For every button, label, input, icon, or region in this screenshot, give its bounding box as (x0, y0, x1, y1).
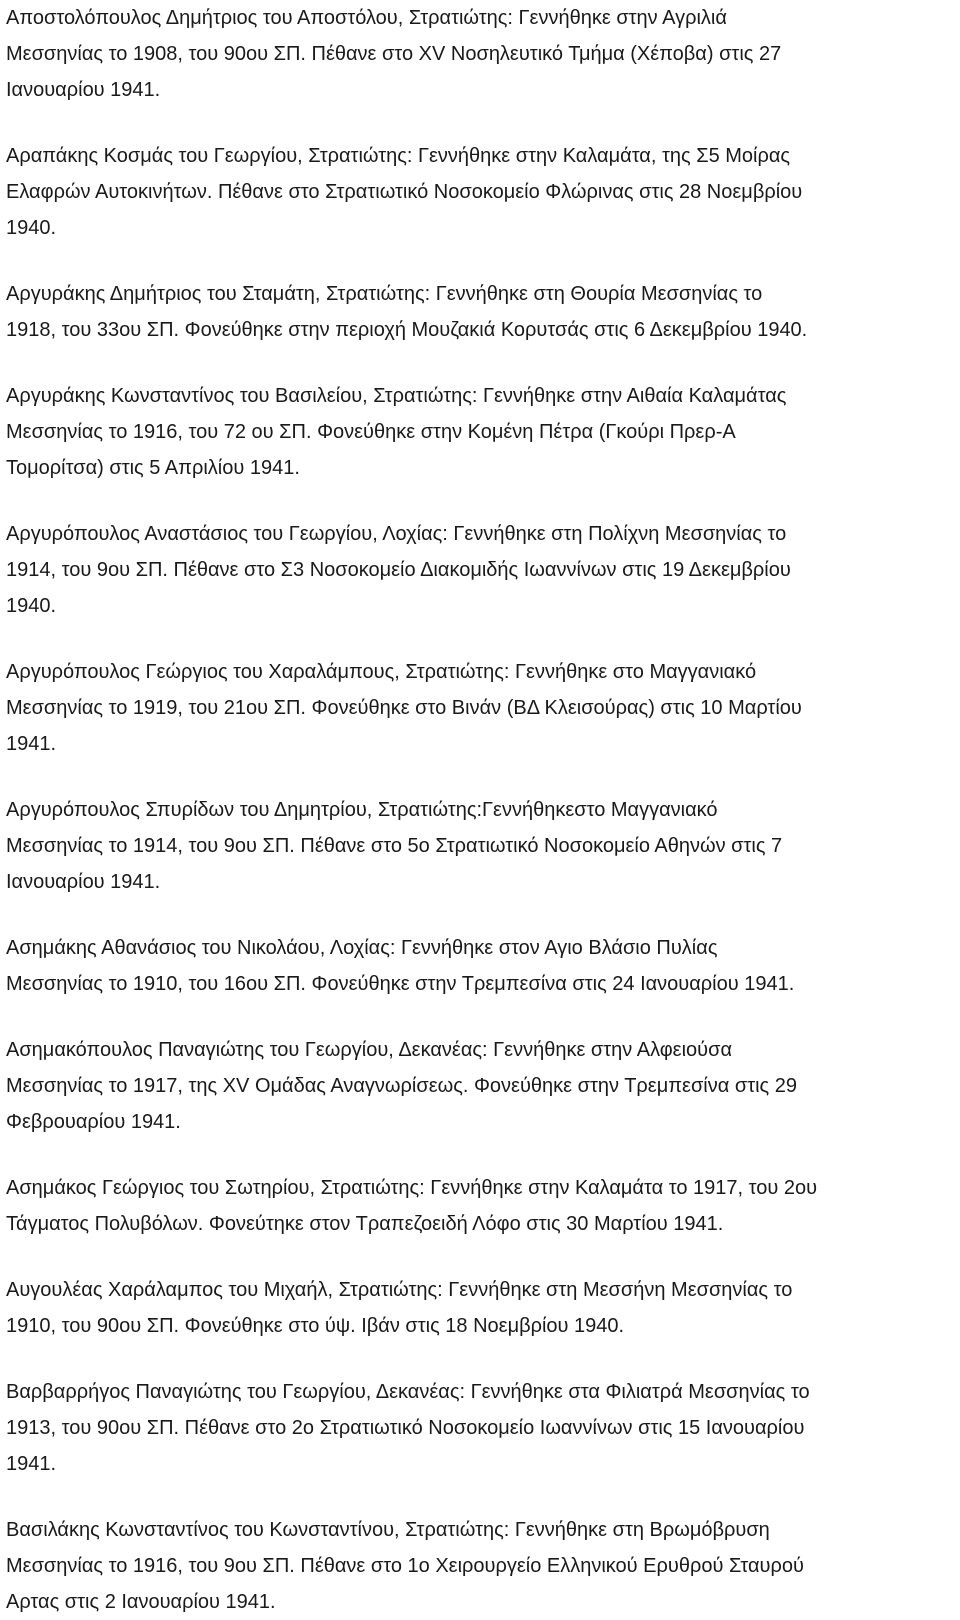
paragraph-gap (6, 900, 956, 930)
entry-line: Βαρβαρρήγος Παναγιώτης του Γεωργίου, Δεκανέας: Γεννήθηκε στα Φιλιατρά Μεσσηνίας το (6, 1381, 810, 1403)
paragraph-gap (6, 246, 956, 276)
entry-line: 1910, του 90ου ΣΠ. Φονεύθηκε στο ύψ. Ιβάν στις 18 Νοεμβρίου 1940. (6, 1315, 625, 1337)
entry-arapakis (6, 138, 956, 246)
entry-vasilakis-konstantinos (6, 1512, 956, 1620)
entry-asimakopoulos-panagiotis (6, 1032, 956, 1140)
entry-asimakis-athanasios (6, 930, 956, 1002)
entry-line: Αργυράκης Δημήτριος του Σταμάτη, Στρατιώτης: Γεννήθηκε στη Θουρία Μεσσηνίας το (6, 283, 763, 305)
entry-argyrakis-dimitrios (6, 276, 956, 348)
entry-line: 1914, του 9ου ΣΠ. Πέθανε στο Σ3 Νοσοκομείο Διακομιδής Ιωαννίνων στις 19 Δεκεμβρίου (6, 559, 791, 581)
entry-line: Ιανουαρίου 1941. (6, 871, 161, 893)
paragraph-gap (6, 348, 956, 378)
paragraph-gap (6, 1482, 956, 1512)
paragraph-gap (6, 1140, 956, 1170)
document-body (6, 0, 956, 1620)
entry-line: Ασημάκης Αθανάσιος του Νικολάου, Λοχίας: Γεννήθηκε στον Αγιο Βλάσιο Πυλίας (6, 937, 718, 959)
paragraph-gap (6, 1002, 956, 1032)
entry-line: Αργυράκης Κωνσταντίνος του Βασιλείου, Στρατιώτης: Γεννήθηκε στην Αιθαία Καλαμάτας (6, 385, 787, 407)
entry-apostolopoulos (6, 0, 956, 108)
entry-line: Αραπάκης Κοσμάς του Γεωργίου, Στρατιώτης: Γεννήθηκε στην Καλαμάτα, της Σ5 Μοίρας (6, 145, 791, 167)
paragraph-gap (6, 624, 956, 654)
entry-line: Αργυρόπουλος Γεώργιος του Χαραλάμπους, Στρατιώτης: Γεννήθηκε στο Μαγγανιακό (6, 661, 757, 683)
entry-line: Μεσσηνίας το 1917, της XV Ομάδας Αναγνωρίσεως. Φονεύθηκε στην Τρεμπεσίνα στις 29 (6, 1075, 797, 1097)
entry-line: Ιανουαρίου 1941. (6, 79, 161, 101)
entry-varvarrigos-panagiotis (6, 1374, 956, 1482)
entry-line: Μεσσηνίας το 1908, του 90ου ΣΠ. Πέθανε στο XV Νοσηλευτικό Τμήμα (Χέποβα) στις 27 (6, 43, 782, 65)
entry-line: Μεσσηνίας το 1910, του 16ου ΣΠ. Φονεύθηκε στην Τρεμπεσίνα στις 24 Ιανουαρίου 1941. (6, 973, 795, 995)
entry-argyropoulos-georgios (6, 654, 956, 762)
entry-line: Ελαφρών Αυτοκινήτων. Πέθανε στο Στρατιωτικό Νοσοκομείο Φλώρινας στις 28 Νοεμβρίου (6, 181, 803, 203)
entry-line: Μεσσηνίας το 1916, του 72 ου ΣΠ. Φονεύθηκε στην Κομένη Πέτρα (Γκούρι Πρερ-Α (6, 421, 736, 443)
entry-line: Αυγουλέας Χαράλαμπος του Μιχαήλ, Στρατιώτης: Γεννήθηκε στη Μεσσήνη Μεσσηνίας το (6, 1279, 793, 1301)
paragraph-gap (6, 108, 956, 138)
entry-line: Μεσσηνίας το 1914, του 9ου ΣΠ. Πέθανε στο 5ο Στρατιωτικό Νοσοκομείο Αθηνών στις 7 (6, 835, 783, 857)
entry-line: Φεβρουαρίου 1941. (6, 1111, 181, 1133)
paragraph-gap (6, 1344, 956, 1374)
entry-asimakos-georgios (6, 1170, 956, 1242)
entry-avgouleas-charalampos (6, 1272, 956, 1344)
entry-line: Αργυρόπουλος Σπυρίδων του Δημητρίου, Στρατιώτης:Γεννήθηκεστο Μαγγανιακό (6, 799, 718, 821)
entry-line: Μεσσηνίας το 1919, του 21ου ΣΠ. Φονεύθηκε στο Βινάν (ΒΔ Κλεισούρας) στις 10 Μαρτίου (6, 697, 802, 719)
entry-argyropoulos-spyridon (6, 792, 956, 900)
paragraph-gap (6, 1242, 956, 1272)
entry-line: 1940. (6, 595, 57, 617)
entry-argyrakis-konstantinos (6, 378, 956, 486)
entry-line: 1918, του 33ου ΣΠ. Φονεύθηκε στην περιοχή Μουζακιά Κορυτσάς στις 6 Δεκεμβρίου 1940. (6, 319, 808, 341)
entry-line: Μεσσηνίας το 1916, του 9ου ΣΠ. Πέθανε στο 1ο Χειρουργείο Ελληνικού Ερυθρού Σταυρού (6, 1555, 804, 1577)
entry-line: Αρτας στις 2 Ιανουαρίου 1941. (6, 1591, 276, 1613)
paragraph-gap (6, 486, 956, 516)
paragraph-gap (6, 762, 956, 792)
entry-argyropoulos-anastasios (6, 516, 956, 624)
entry-line: Βασιλάκης Κωνσταντίνος του Κωνσταντίνου, Στρατιώτης: Γεννήθηκε στη Βρωμόβρυση (6, 1519, 770, 1541)
entry-line: Ασημακόπουλος Παναγιώτης του Γεωργίου, Δεκανέας: Γεννήθηκε στην Αλφειούσα (6, 1039, 733, 1061)
entry-line: Αποστολόπουλος Δημήτριος του Αποστόλου, Στρατιώτης: Γεννήθηκε στην Αγριλιά (6, 7, 727, 29)
entry-line: Αργυρόπουλος Αναστάσιος του Γεωργίου, Λοχίας: Γεννήθηκε στη Πολίχνη Μεσσηνίας το (6, 523, 787, 545)
entry-line: 1940. (6, 217, 57, 239)
entry-line: Τομορίτσα) στις 5 Απριλίου 1941. (6, 457, 300, 479)
entry-line: 1913, του 90ου ΣΠ. Πέθανε στο 2ο Στρατιωτικό Νοσοκομείο Ιωαννίνων στις 15 Ιανουαρίου (6, 1417, 805, 1439)
entry-line: 1941. (6, 1453, 57, 1475)
entry-line: Ασημάκος Γεώργιος του Σωτηρίου, Στρατιώτης: Γεννήθηκε στην Καλαμάτα το 1917, του 2ου (6, 1177, 818, 1199)
entry-line: Τάγματος Πολυβόλων. Φονεύτηκε στον Τραπεζοειδή Λόφο στις 30 Μαρτίου 1941. (6, 1213, 724, 1235)
entry-line: 1941. (6, 733, 57, 755)
